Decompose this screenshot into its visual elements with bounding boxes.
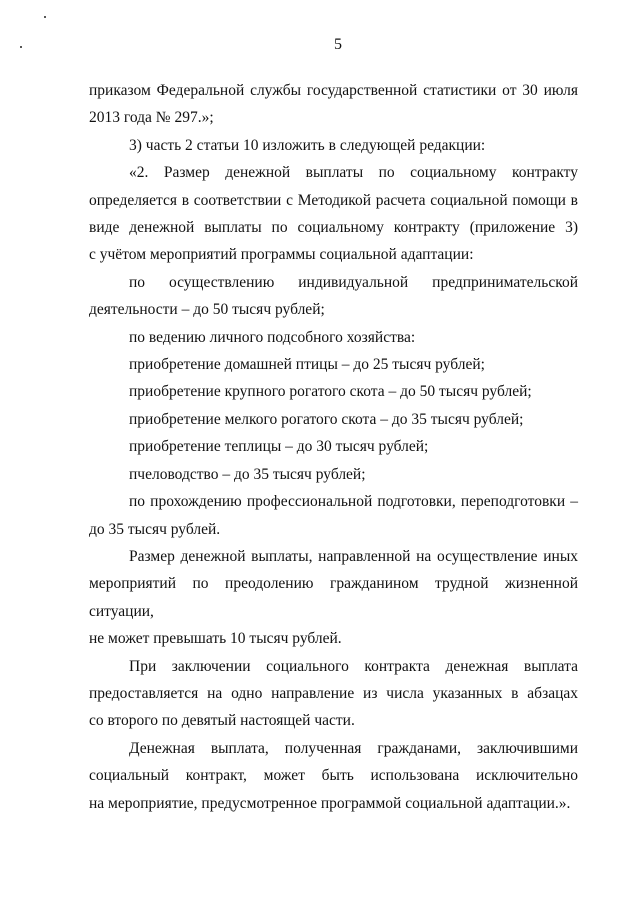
text-line: с учётом мероприятий программы социальной адаптации: (89, 246, 474, 264)
text-line: по ведению личного подсобного хозяйства: (129, 328, 416, 346)
text-line: на мероприятие, предусмотренное программой социальной адаптации.». (89, 794, 571, 812)
text-line: «2. Размер денежной выплаты по социальному контракту (129, 164, 578, 182)
document-body (89, 77, 578, 817)
text-line: до 35 тысяч рублей. (89, 520, 221, 538)
text-line: со второго по девятый настоящей части. (89, 712, 355, 730)
text-line: 3) часть 2 статьи 10 изложить в следующей редакции: (129, 136, 486, 154)
text-line: Денежная выплата, полученная гражданами, заключившими (129, 739, 578, 757)
text-line: приобретение теплицы – до 30 тысяч рублей; (129, 438, 429, 456)
text-line: социальный контракт, может быть использована исключительно (89, 767, 578, 785)
text-line: приобретение мелкого рогатого скота – до 35 тысяч рублей; (129, 410, 524, 428)
text-line: приобретение крупного рогатого скота – до 50 тысяч рублей; (129, 383, 532, 401)
text-line: предоставляется на одно направление из числа указанных в абзацах (89, 684, 578, 702)
text-line: При заключении социального контракта денежная выплата (129, 657, 578, 675)
text-line: пчеловодство – до 35 тысяч рублей; (129, 465, 366, 483)
text-line: не может превышать 10 тысяч рублей. (89, 630, 342, 648)
text-line: 2013 года № 297.»; (89, 109, 214, 127)
text-line: определяется в соответствии с Методикой расчета социальной помощи в (89, 191, 578, 209)
text-line: мероприятий по преодолению гражданином трудной жизненной ситуации, (89, 575, 578, 620)
scan-speck (44, 16, 46, 18)
text-line: по прохождению профессиональной подготовки, переподготовки – (129, 493, 578, 511)
text-line: виде денежной выплаты по социальному контракту (приложение 3) (89, 219, 578, 237)
text-line: приказом Федеральной службы государственной статистики от 30 июля (89, 82, 578, 99)
text-line: Размер денежной выплаты, направленной на осуществление иных (129, 547, 578, 565)
text-line: приобретение домашней птицы – до 25 тысяч рублей; (129, 356, 485, 374)
page-number: 5 (334, 36, 342, 53)
text-line: по осуществлению индивидуальной предпринимательской (129, 273, 578, 291)
text-line: деятельности – до 50 тысяч рублей; (89, 301, 325, 319)
